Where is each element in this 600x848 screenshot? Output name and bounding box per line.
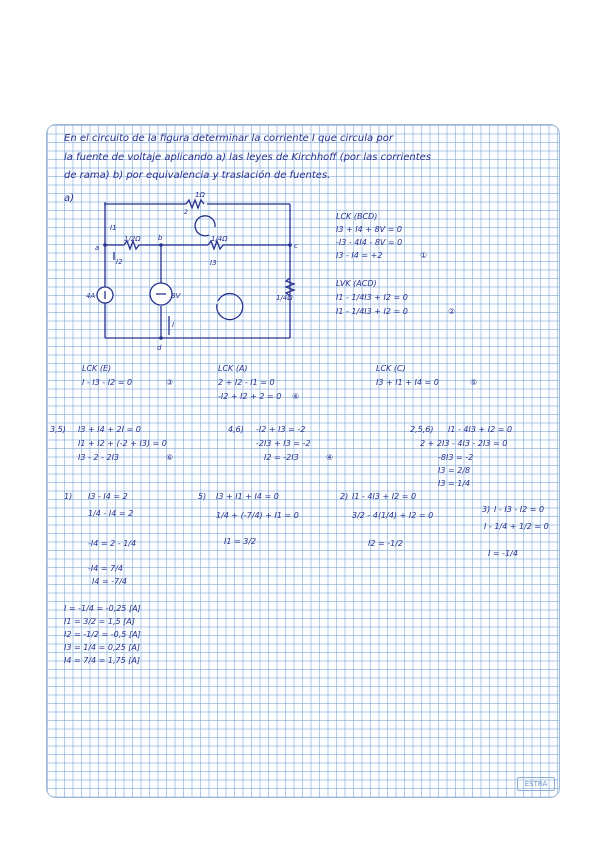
step-256-eq1: I1 - 4I3 + I2 = 0 — [448, 425, 513, 434]
step-3-eq3: I = -1/4 — [488, 549, 518, 558]
result-i1: I1 = 3/2 = 1,5 [A] — [64, 617, 135, 626]
label-current-source: 4A — [86, 292, 96, 300]
lck-a-eq2: -I2 + I2 + 2 = 0 — [218, 392, 282, 401]
circuit-diagram — [86, 188, 310, 356]
mesh-mark: 2 — [184, 209, 188, 216]
result-i: I = -1/4 = -0,25 [A] — [64, 604, 141, 613]
label-res-bc: 1/4Ω — [211, 235, 228, 243]
step-35-num: ⑥ — [166, 453, 174, 462]
step-2-label: 2) — [340, 492, 349, 501]
step-3-label: 3) — [482, 505, 491, 514]
step-3-eq1: I - I3 - I2 = 0 — [494, 505, 545, 514]
lck-a-eq1: 2 + I2 - I1 = 0 — [218, 378, 275, 387]
step-5-eq2: 1/4 + (-7/4) + I1 = 0 — [216, 511, 299, 520]
step-35-eq1: I3 + I4 + 2I = 0 — [78, 425, 141, 434]
step-256-eq3: -8I3 = -2 — [438, 453, 474, 462]
step-1-label: 1) — [64, 492, 73, 501]
lck-bcd-title: LCK (BCD) — [336, 212, 378, 221]
section-label: a) — [64, 193, 75, 204]
lck-e-num: ③ — [166, 378, 174, 387]
step-46-num: ④ — [326, 453, 334, 462]
label-i-left: I2 — [116, 258, 123, 266]
statement-line-3: de rama) b) por equivalencia y traslación de fuentes. — [64, 170, 331, 181]
step-256-eq5: I3 = 1/4 — [438, 479, 471, 488]
label-res-top: 1Ω — [195, 191, 205, 199]
step-5-eq1: I3 + I1 + I4 = 0 — [216, 492, 279, 501]
lvk-acd-eq1: I1 - 1/4I3 + I2 = 0 — [336, 293, 408, 302]
lck-e-title: LCK (E) — [82, 364, 112, 373]
node-c: c — [294, 242, 298, 250]
lck-c-title: LCK (C) — [376, 364, 406, 373]
lck-a-num: ④ — [292, 392, 300, 401]
step-35-label: 3,5) — [50, 425, 66, 434]
lck-c-num: ⑤ — [470, 378, 478, 387]
lvk-acd-num: ② — [448, 307, 456, 316]
label-res-right: 1/4Ω — [276, 294, 293, 302]
statement-line-2: la fuente de voltaje aplicando a) las leyes de Kirchhoff (por las corrientes — [64, 152, 432, 163]
step-46-eq3: I2 = -2I3 — [264, 453, 299, 462]
step-46-eq2: -2I3 + I3 = -2 — [256, 439, 311, 448]
lck-c-eq: I3 + I1 + I4 = 0 — [376, 378, 439, 387]
node-d: d — [157, 344, 162, 352]
step-1-eq2: 1/4 - I4 = 2 — [88, 509, 134, 518]
header-band — [0, 52, 580, 122]
step-5-eq3: I1 = 3/2 — [224, 537, 257, 546]
step-35-eq2: I1 + I2 + (-2 + I3) = 0 — [78, 439, 167, 448]
step-1-eq5: I4 = -7/4 — [92, 577, 127, 586]
step-256-eq4: I3 = 2/8 — [438, 466, 471, 475]
label-i-top: I1 — [110, 224, 117, 232]
step-35-eq3: I3 - 2 - 2I3 — [78, 453, 120, 462]
brand-logo: ESTRA — [517, 777, 555, 791]
lvk-acd-title: LVK (ACD) — [336, 279, 377, 288]
step-3-eq2: I - 1/4 + 1/2 = 0 — [484, 522, 549, 531]
node-a: a — [95, 244, 100, 252]
step-2-eq3: I2 = -1/2 — [368, 539, 403, 548]
step-46-label: 4,6) — [228, 425, 244, 434]
lck-bcd-num: ① — [420, 251, 428, 260]
step-2-eq2: 3/2 - 4(1/4) + I2 = 0 — [352, 511, 434, 520]
node-b: b — [158, 234, 163, 242]
step-46-eq1: -I2 + I3 = -2 — [256, 425, 306, 434]
lvk-acd-eq2: I1 - 1/4I3 + I2 = 0 — [336, 307, 408, 316]
step-1-eq4: -I4 = 7/4 — [88, 564, 123, 573]
lck-e-eq: I - I3 - I2 = 0 — [82, 378, 133, 387]
step-256-eq2: 2 + 2I3 - 4I3 - 2I3 = 0 — [420, 439, 508, 448]
lck-bcd-eq3: I3 - I4 = +2 — [336, 251, 383, 260]
label-i-mid: I3 — [210, 259, 217, 267]
step-1-eq3: -I4 = 2 - 1/4 — [88, 539, 137, 548]
step-5-label: 5) — [198, 492, 207, 501]
label-res-ab: 1/2Ω — [124, 235, 141, 243]
lck-bcd-eq1: I3 + I4 + 8V = 0 — [336, 225, 402, 234]
result-i4: I4 = 7/4 = 1,75 [A] — [64, 656, 140, 665]
label-i-source: I — [172, 321, 175, 329]
lck-bcd-eq2: -I3 - 4I4 - 8V = 0 — [336, 238, 403, 247]
statement-line-1: En el circuito de la figura determinar la corriente I que circula por — [64, 133, 393, 144]
result-i3: I3 = 1/4 = 0,25 [A] — [64, 643, 140, 652]
step-1-eq1: I3 - I4 = 2 — [88, 492, 128, 501]
step-256-label: 2,5,6) — [410, 425, 434, 434]
step-2-eq1: I1 - 4I3 + I2 = 0 — [352, 492, 417, 501]
label-voltage-source: 8V — [171, 292, 181, 300]
result-i2: I2 = -1/2 = -0,5 [A] — [64, 630, 141, 639]
lck-a-title: LCK (A) — [218, 364, 248, 373]
